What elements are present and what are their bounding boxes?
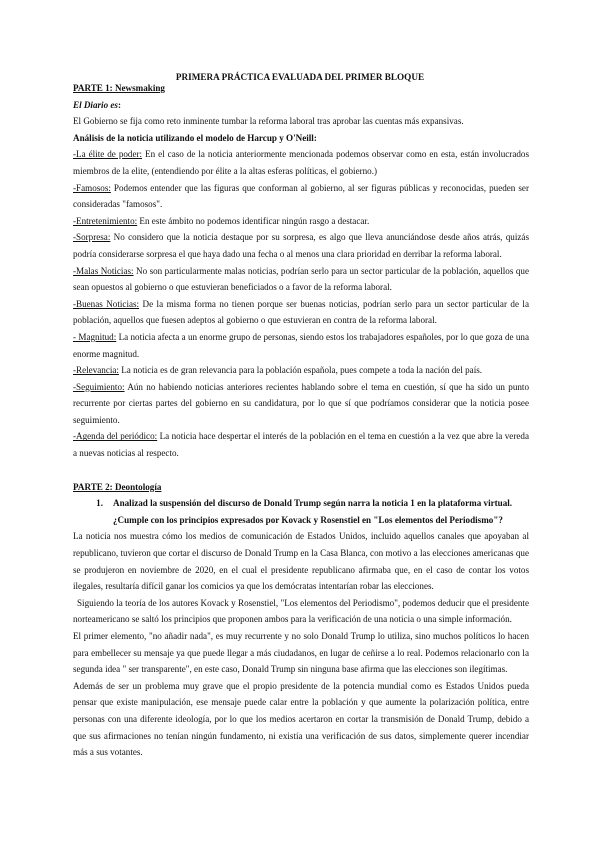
- question-number: 1.: [96, 498, 103, 509]
- analysis-term: -Seguimiento:: [73, 381, 125, 392]
- analysis-item: [73, 263, 529, 296]
- analysis-text: No considero que la noticia destaque por su sorpresa, es algo que lleva anunciándose desde años atrás, quizás podría considerarse sorpresa el que haya dado una fecha o al menos una clara prioridad en derribar la reforma laboral.: [73, 232, 529, 259]
- question-line-2: ¿Cumple con los principios expresados por Kovack y Rosenstiel en "Los elementos del Periodismo"?: [113, 514, 503, 525]
- answer-paragraph: El primer elemento, "no añadir nada", es muy recurrente y no solo Donald Trump lo utiliza, sino muchos políticos lo hacen para embellecer su mensaje ya que puede llegar a más ciudadanos, en lugar de ceñirse a lo real. Podemos relacionarlo con la segunda idea " ser transparente", en este caso, Donald Trump sin ninguna base afirma que las elecciones son ilegítimas.: [73, 631, 529, 675]
- analysis-term: -Agenda del periódico:: [73, 431, 158, 442]
- part1-heading: PARTE 1: Newsmaking: [73, 83, 165, 93]
- analysis-item: [73, 146, 529, 179]
- news-summary: El Gobierno se fija como reto inminente tumbar la reforma laboral tras aprobar las cuentas más expansivas.: [73, 116, 464, 127]
- question-line-1: Analizad la suspensión del discurso de Donald Trump según narra la noticia 1 en la plataforma virtual.: [113, 498, 513, 509]
- document-body: [73, 80, 529, 761]
- analysis-term: -Sorpresa:: [73, 232, 111, 243]
- analysis-text: La noticia afecta a un enorme grupo de personas, siendo estos los trabajadores españoles, por lo que goza de una enorme magnitud.: [73, 331, 529, 359]
- part2-heading: PARTE 2: Deontología: [73, 481, 162, 492]
- answer-paragraph: La noticia nos muestra cómo los medios de comunicación de Estados Unidos, incluido aquellos canales que apoyaban al republicano, tuvieron que cortar el discurso de Donald Trump en la Casa Blanca, con motivo a las elecciones americanas que se produjeron en noviembre de 2020, en el cual el presidente republicano afirmaba que, en el caso de contar los votos ilegales, resultaría difícil ganar los comicios ya que los demócratas intentarían robar las elecciones.: [73, 531, 529, 592]
- analysis-item: [73, 213, 529, 230]
- analysis-item: [73, 296, 529, 329]
- analysis-item: [73, 329, 529, 362]
- analysis-heading: Análisis de la noticia utilizando el modelo de Harcup y O'Neill:: [73, 132, 317, 143]
- analysis-term: -Buenas Noticias:: [73, 298, 140, 309]
- analysis-term: -Famosos:: [73, 182, 111, 193]
- analysis-term: -Entretenimiento:: [73, 215, 138, 226]
- document-title: PRIMERA PRÁCTICA EVALUADA DEL PRIMER BLOQUE: [175, 72, 425, 82]
- analysis-text: De la misma forma no tienen porque ser buenas noticias, podrían serlo para un sector particular de la población, aquellos que fuesen adeptos al gobierno o que estuvieran en contra de la reforma laboral.: [73, 298, 529, 326]
- analysis-item: [73, 362, 529, 379]
- analysis-item: [73, 428, 529, 461]
- analysis-text: En este ámbito no podemos identificar ningún rasgo a destacar.: [137, 215, 370, 226]
- analysis-text: La noticia es de gran relevancia para la población española, pues compete a toda la nación del país.: [118, 365, 483, 376]
- section-spacer: [73, 462, 529, 479]
- analysis-term: -Malas Noticias:: [73, 265, 134, 276]
- analysis-item: [73, 180, 529, 213]
- diario-label: El Diario es: [73, 99, 118, 110]
- analysis-text: Aún no habiendo noticias anteriores recientes hablando sobre el tema en cuestión, sí que ha sido un punto recurrente por ciertas partes del gobierno en su candidatura, por lo que sí que podríamos considerar que la noticia posee seguimiento.: [73, 381, 529, 425]
- answer-paragraph: Siguiendo la teoría de los autores Kovack y Rosenstiel, "Los elementos del Periodismo", podemos deducir que el presidente norteamericano se saltó los principios que proponen ambos para la verificación de una noticia o una simple información.: [73, 597, 529, 625]
- diario-colon: :: [117, 99, 121, 110]
- analysis-term: -Relevancia:: [73, 365, 119, 376]
- analysis-text: La noticia hace despertar el interés de la población en el tema en cuestión a la vez que abre la vereda a nuevas noticias al respecto.: [73, 431, 529, 459]
- analysis-text: No son particularmente malas noticias, podrían serlo para un sector particular de la población, aquellos que sean opuestos al gobierno o que estuvieran beneficiados o a favor de la reforma laboral.: [73, 265, 529, 293]
- answer-paragraph: Además de ser un problema muy grave que el propio presidente de la potencia mundial como es Estados Unidos pueda pensar que existe manipulación, ese mensaje puede calar entre la población y que aumente la polarización política, entre personas con una diferente ideología, por lo que los medios acertaron en cortar la transmisión de Donald Trump, debido a que sus afirmaciones no tenían ningún fundamento, ni existía una verificación de sus datos, simplemente querer incendiar más a sus votantes.: [73, 680, 529, 758]
- analysis-item: [73, 379, 529, 429]
- analysis-term: -La élite de poder:: [73, 149, 143, 160]
- analysis-list: [73, 146, 529, 461]
- analysis-text: Podemos entender que las figuras que conforman al gobierno, al ser figuras públicas y reconocidas, pueden ser consideradas "famosos".: [73, 182, 529, 210]
- question-item: [73, 495, 529, 528]
- analysis-item: [73, 229, 529, 262]
- diario-line: [73, 97, 529, 114]
- analysis-text: En el caso de la noticia anteriormente mencionada podemos observar como en esta, están involucrados miembros de la elite, (entendiendo por élite a la altas esferas políticas, el gobierno.): [73, 149, 529, 176]
- analysis-term: - Magnitud:: [73, 331, 117, 342]
